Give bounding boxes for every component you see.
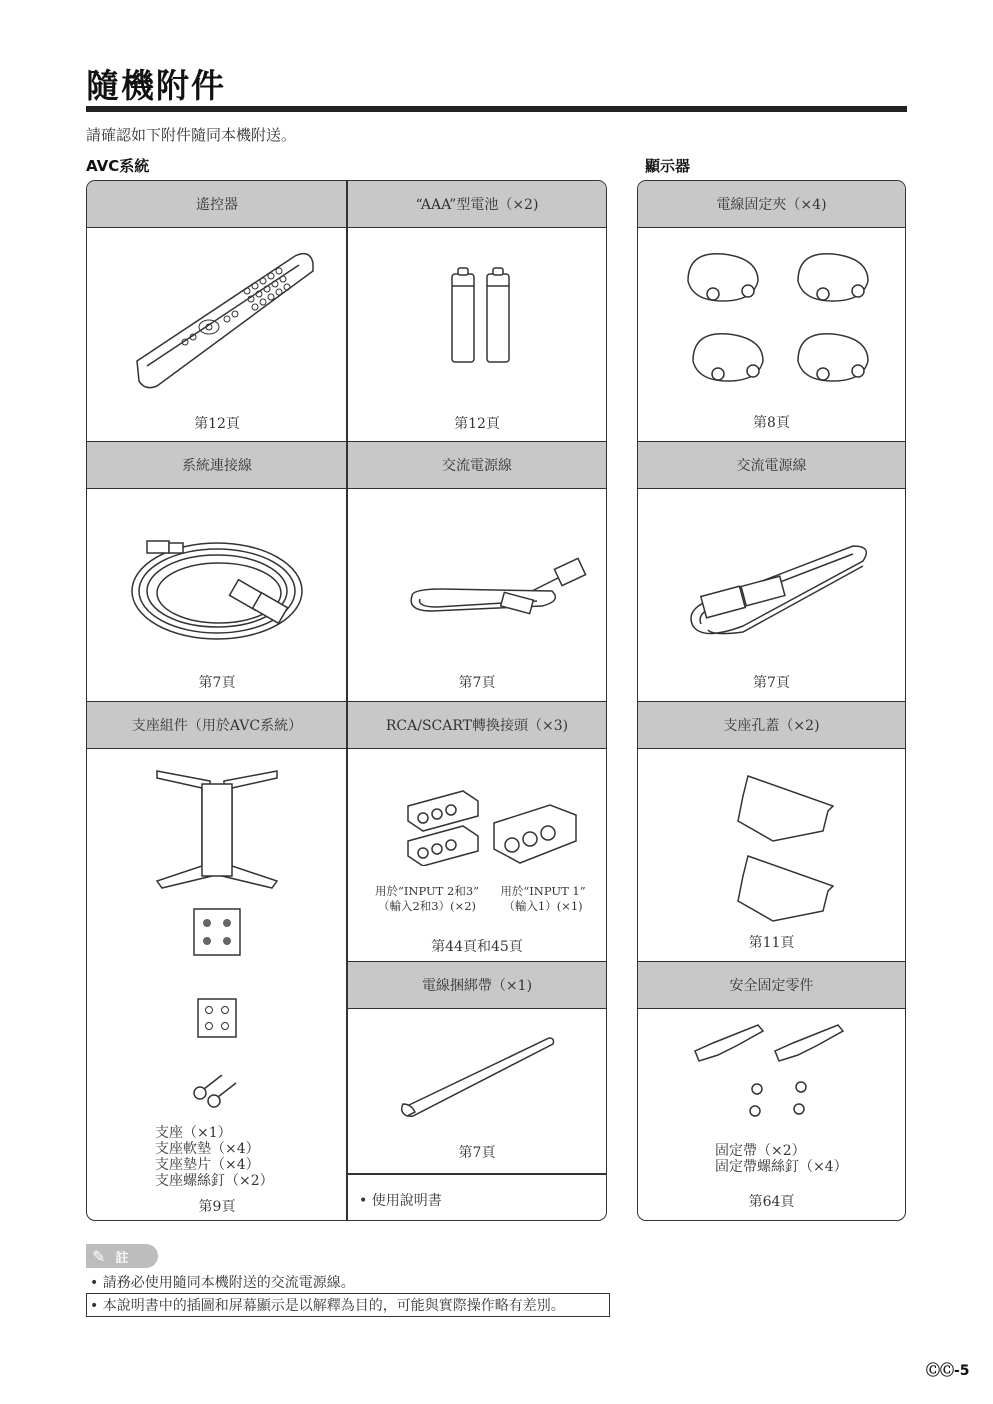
header-remote: 遙控器: [87, 181, 347, 228]
stand-hole-cover-icon: [733, 771, 843, 926]
stand-base-icon: [152, 766, 282, 891]
note-badge: ✎ 註: [86, 1244, 158, 1268]
stand-spacer-icon: [197, 998, 237, 1038]
page-ref-ac-cord: 第7頁: [458, 675, 496, 691]
header-safety-parts: 安全固定零件: [638, 961, 905, 1009]
caption-input1: 用於“INPUT 1” （輸入1）(×1): [500, 884, 586, 913]
note-item-1: • 請務必使用隨同本機附送的交流電源線。: [90, 1275, 355, 1291]
page-ref-cable-tie: 第7頁: [458, 1145, 496, 1161]
display-accessories-panel: [637, 180, 906, 1221]
row-divider: [348, 1173, 606, 1175]
column-divider: [346, 181, 348, 1220]
section-avc-heading: AVC系統: [86, 157, 150, 175]
page-number: ⒸⒸ-5: [926, 1363, 970, 1379]
header-cable-tie: 電線捆綁帶（×1): [348, 961, 606, 1009]
title-rule: [86, 106, 907, 112]
safety-bracket-icon: [693, 1021, 853, 1121]
safety-parts-list: 固定帶（×2） 固定帶螺絲釘（×4）: [715, 1143, 848, 1175]
stand-screws-icon: [190, 1071, 240, 1111]
pencil-icon: ✎: [92, 1246, 106, 1266]
caption-input23: 用於“INPUT 2和3” （輸入2和3）(×2): [374, 884, 480, 913]
page-title: 隨機附件: [86, 66, 226, 105]
header-stand-unit: 支座組件（用於AVC系統）: [87, 701, 347, 749]
cable-tie-icon: [399, 1036, 559, 1121]
scart-adapter-small-icon: [403, 786, 483, 866]
system-cable-icon: [127, 521, 307, 651]
section-display-heading: 顯示器: [645, 157, 691, 175]
header-system-cable: 系統連接線: [87, 441, 347, 489]
page-ref-stand-unit: 第9頁: [198, 1199, 236, 1215]
page-ref-rca-scart: 第44頁和45頁: [431, 939, 523, 955]
page-ref-system-cable: 第7頁: [198, 675, 236, 691]
stand-cushion-icon: [193, 908, 241, 956]
page-ref-safety-parts: 第64頁: [748, 1194, 795, 1210]
ac-cord-icon: [402, 551, 592, 631]
page-ref-cable-clamp: 第8頁: [753, 415, 790, 431]
header-rca-scart-adapter: RCA/SCART轉換接頭（×3): [348, 701, 606, 749]
operation-manual-label: • 使用說明書: [359, 1193, 442, 1209]
cable-clamp-icon: [683, 246, 873, 396]
page-ref-hole-cover: 第11頁: [748, 935, 795, 951]
header-stand-hole-cover: 支座孔蓋（×2): [638, 701, 905, 749]
header-cable-clamp: 電線固定夾（×4): [638, 181, 905, 228]
header-batteries: “AAA”型電池（×2): [348, 181, 606, 228]
page-ref-batteries: 第12頁: [454, 416, 500, 432]
remote-control-icon: [127, 241, 317, 391]
aaa-batteries-icon: [447, 266, 517, 366]
note-item-2: • 本說明書中的插圖和屏幕顯示是以解釋為目的，可能與實際操作略有差別。: [90, 1298, 565, 1314]
scart-adapter-large-icon: [490, 801, 580, 871]
header-ac-cord: 交流電源線: [348, 441, 606, 489]
page-ref-display-ac-cord: 第7頁: [753, 675, 790, 691]
avc-accessories-panel: [86, 180, 607, 1221]
page-ref-remote: 第12頁: [194, 416, 240, 432]
header-display-ac-cord: 交流電源線: [638, 441, 905, 489]
intro-text: 請確認如下附件隨同本機附送。: [86, 126, 297, 144]
display-ac-cord-icon: [683, 536, 873, 646]
stand-parts-list: 支座（×1） 支座軟墊（×4） 支座墊片（×4） 支座螺絲釘（×2）: [155, 1125, 274, 1189]
